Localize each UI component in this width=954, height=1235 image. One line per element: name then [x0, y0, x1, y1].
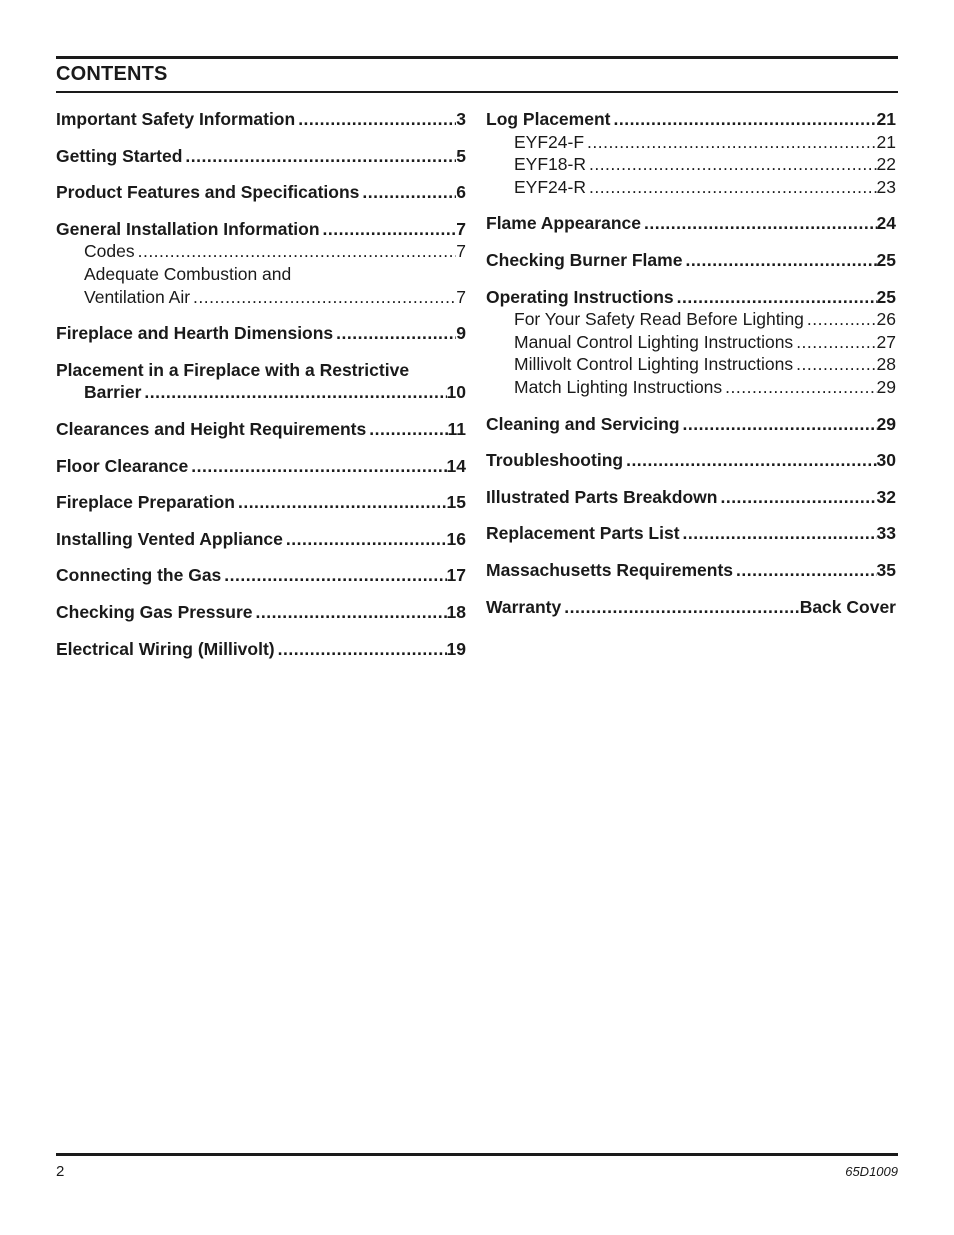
toc-entry-page: 26: [876, 309, 896, 330]
toc-entry-page: 14: [446, 455, 466, 476]
toc-entry: [56, 455, 466, 478]
dot-leader: [584, 131, 877, 154]
toc-entry-line[interactable]: [486, 249, 896, 272]
dot-leader: [793, 331, 876, 354]
toc-entry-page: 27: [876, 331, 896, 352]
toc-entry-page: 7: [456, 241, 466, 262]
toc-entry-line[interactable]: [56, 564, 466, 587]
dot-leader: [235, 491, 447, 514]
dot-leader: [188, 455, 446, 478]
toc-subentry-line[interactable]: [486, 153, 896, 176]
toc-entry-label: Installing Vented Appliance: [56, 528, 283, 549]
toc-entry-line[interactable]: [486, 596, 896, 619]
toc-entry-line[interactable]: [56, 638, 466, 661]
toc-entry-page: 16: [446, 528, 466, 549]
toc-entry-line[interactable]: [56, 145, 466, 168]
toc-entry-label: Match Lighting Instructions: [514, 376, 723, 397]
toc-entry-page: 35: [876, 559, 896, 580]
toc-entry-label: Codes: [84, 241, 135, 262]
toc-subentry-line[interactable]: [56, 263, 466, 286]
dot-leader: [190, 286, 456, 309]
toc-entry-label: Clearances and Height Requirements: [56, 418, 367, 439]
toc-entry-page: 17: [446, 565, 466, 586]
dot-leader: [182, 145, 456, 168]
toc-entry-label: Floor Clearance: [56, 455, 189, 476]
toc-entry-line[interactable]: [56, 359, 466, 382]
toc-entry-page: 15: [446, 492, 466, 513]
toc-entry: [486, 522, 896, 545]
toc-entry-label: Important Safety Information: [56, 109, 296, 129]
toc-entry-page: 19: [446, 638, 466, 659]
toc-entry-label: Massachusetts Requirements: [486, 559, 734, 580]
toc-entry-line[interactable]: [56, 381, 466, 404]
title-rule: [56, 91, 898, 93]
toc-entry-page: 18: [446, 601, 466, 622]
dot-leader: [359, 181, 456, 204]
toc-entry-line[interactable]: [486, 212, 896, 235]
toc-left-column: [56, 108, 466, 660]
dot-leader: [252, 601, 446, 624]
toc-entry-page: 9: [456, 323, 466, 344]
toc-entry: [56, 564, 466, 587]
page-number: 2: [56, 1163, 65, 1180]
toc-right-column: [486, 108, 896, 618]
toc-entry: [56, 181, 466, 204]
dot-leader: [320, 218, 457, 241]
toc-entry-label: General Installation Information: [56, 218, 320, 239]
toc-entry: [56, 528, 466, 551]
toc-entry-page: 25: [876, 249, 896, 270]
toc-entry-line[interactable]: [56, 455, 466, 478]
dot-leader: [561, 596, 799, 619]
toc-entry: [56, 638, 466, 661]
footer-rule: [56, 1153, 898, 1156]
dot-leader: [733, 559, 876, 582]
toc-entry-line[interactable]: [486, 413, 896, 436]
toc-entry: [486, 559, 896, 582]
toc-subentry-line[interactable]: [486, 131, 896, 154]
toc-entry-line[interactable]: [56, 528, 466, 551]
dot-leader: [722, 376, 876, 399]
toc-entry-label: Connecting the Gas: [56, 565, 222, 586]
dot-leader: [682, 249, 876, 272]
top-rule: [56, 56, 898, 59]
toc-entry: [56, 601, 466, 624]
toc-entry-line[interactable]: [56, 491, 466, 514]
toc-entry-page: 11: [447, 418, 466, 439]
toc-entry-label: Warranty: [486, 596, 562, 617]
dot-leader: [366, 418, 447, 441]
toc-entry-line[interactable]: [56, 418, 466, 441]
document-id: 65D1009: [845, 1164, 898, 1179]
toc-entry-page: 29: [876, 413, 896, 434]
toc-entry-label: Getting Started: [56, 145, 183, 166]
toc-entry-page: 28: [876, 354, 896, 375]
toc-entry-label: Flame Appearance: [486, 213, 641, 234]
toc-entry-label: Checking Burner Flame: [486, 249, 683, 270]
toc-entry-line[interactable]: [56, 181, 466, 204]
toc-entry: [56, 145, 466, 168]
dot-leader: [610, 108, 876, 131]
toc-subentry-line[interactable]: [486, 353, 896, 376]
dot-leader: [793, 353, 876, 376]
toc-entry-label: Placement in a Fireplace with a Restrictive: [56, 359, 410, 380]
toc-entry: [486, 212, 896, 235]
toc-entry-page: 32: [876, 486, 896, 507]
toc-entry-page: 29: [876, 376, 896, 397]
toc-entry-label: EYF24-R: [514, 176, 586, 197]
toc-entry-label: EYF18-R: [514, 154, 586, 175]
dot-leader: [674, 286, 877, 309]
toc-entry-label: EYF24-F: [514, 131, 585, 152]
toc-entry-label: Electrical Wiring (Millivolt): [56, 638, 275, 659]
toc-entry-line[interactable]: [486, 108, 896, 131]
toc-entry-page: 25: [876, 286, 896, 307]
dot-leader: [804, 308, 877, 331]
toc-entry-label: Cleaning and Servicing: [486, 413, 680, 434]
toc-subentry-line[interactable]: [486, 376, 896, 399]
dot-leader: [333, 322, 456, 345]
toc-entry-label: Log Placement: [486, 109, 611, 129]
toc-entry-page: 3: [456, 109, 466, 129]
toc-entry: [56, 491, 466, 514]
toc-entry: [486, 286, 896, 399]
toc-entry-page: 21: [876, 131, 896, 152]
dot-leader: [221, 564, 446, 587]
toc-entry-label: Checking Gas Pressure: [56, 601, 253, 622]
page-title: CONTENTS: [56, 63, 168, 85]
toc-entry-page: 21: [876, 109, 896, 129]
toc-entry: [486, 249, 896, 272]
toc-entry: [56, 108, 466, 131]
toc-entry-line[interactable]: [56, 108, 466, 131]
toc-entry-page: 7: [456, 218, 466, 239]
toc-entry-label: Ventilation Air: [84, 286, 191, 307]
toc-entry-line[interactable]: [486, 559, 896, 582]
toc-entry-page: 22: [876, 154, 896, 175]
dot-leader: [623, 449, 876, 472]
toc-entry-label: Barrier: [84, 382, 142, 403]
toc-subentry-line[interactable]: [56, 240, 466, 263]
dot-leader: [641, 212, 877, 235]
toc-entry-label: Manual Control Lighting Instructions: [514, 331, 794, 352]
toc-entry-page: 10: [446, 382, 466, 403]
toc-entry-page: 30: [876, 450, 896, 471]
toc-entry-line[interactable]: [56, 322, 466, 345]
toc-subentry-line[interactable]: [486, 176, 896, 199]
toc-entry-line[interactable]: [486, 286, 896, 309]
toc-entry: [486, 596, 896, 619]
dot-leader: [680, 413, 877, 436]
toc-entry-line[interactable]: [486, 486, 896, 509]
toc-entry-label: Troubleshooting: [486, 450, 624, 471]
toc-entry-label: Fireplace and Hearth Dimensions: [56, 323, 334, 344]
toc-entry-label: Millivolt Control Lighting Instructions: [514, 354, 794, 375]
toc-entry-label: For Your Safety Read Before Lighting: [514, 309, 804, 330]
toc-entry-label: Product Features and Specifications: [56, 182, 360, 203]
toc-subentry-line[interactable]: [56, 286, 466, 309]
toc-entry-line[interactable]: [56, 601, 466, 624]
toc-subentry-line[interactable]: [486, 331, 896, 354]
toc-entry-line[interactable]: [56, 218, 466, 241]
toc-entry: [486, 413, 896, 436]
toc-entry: [56, 418, 466, 441]
toc-entry-page: Back Cover: [799, 596, 896, 617]
toc-entry-page: 33: [876, 523, 896, 544]
toc-entry: [56, 218, 466, 308]
dot-leader: [586, 176, 877, 199]
toc-entry: [56, 359, 466, 404]
dot-leader: [295, 108, 456, 131]
toc-entry-label: Fireplace Preparation: [56, 492, 235, 513]
toc-entry-label: Illustrated Parts Breakdown: [486, 486, 718, 507]
toc-entry-page: 24: [876, 213, 896, 234]
toc-entry-line[interactable]: [486, 449, 896, 472]
dot-leader: [283, 528, 447, 551]
dot-leader: [586, 153, 877, 176]
toc-entry-label: Operating Instructions: [486, 286, 674, 307]
toc-entry-page: 7: [456, 286, 466, 307]
toc-entry-label: Replacement Parts List: [486, 523, 680, 544]
dot-leader: [135, 240, 457, 263]
dot-leader: [275, 638, 447, 661]
toc-entry: [486, 108, 896, 198]
toc-entry-page: 5: [456, 145, 466, 166]
toc-entry-page: 23: [876, 176, 896, 197]
dot-leader: [141, 381, 446, 404]
dot-leader: [680, 522, 877, 545]
toc-entry-label: Adequate Combustion and: [84, 263, 292, 284]
toc-entry: [486, 449, 896, 472]
toc-entry-page: 6: [456, 182, 466, 203]
toc-entry-line[interactable]: [486, 522, 896, 545]
toc-subentry-line[interactable]: [486, 308, 896, 331]
dot-leader: [717, 486, 876, 509]
toc-entry: [486, 486, 896, 509]
toc-entry: [56, 322, 466, 345]
